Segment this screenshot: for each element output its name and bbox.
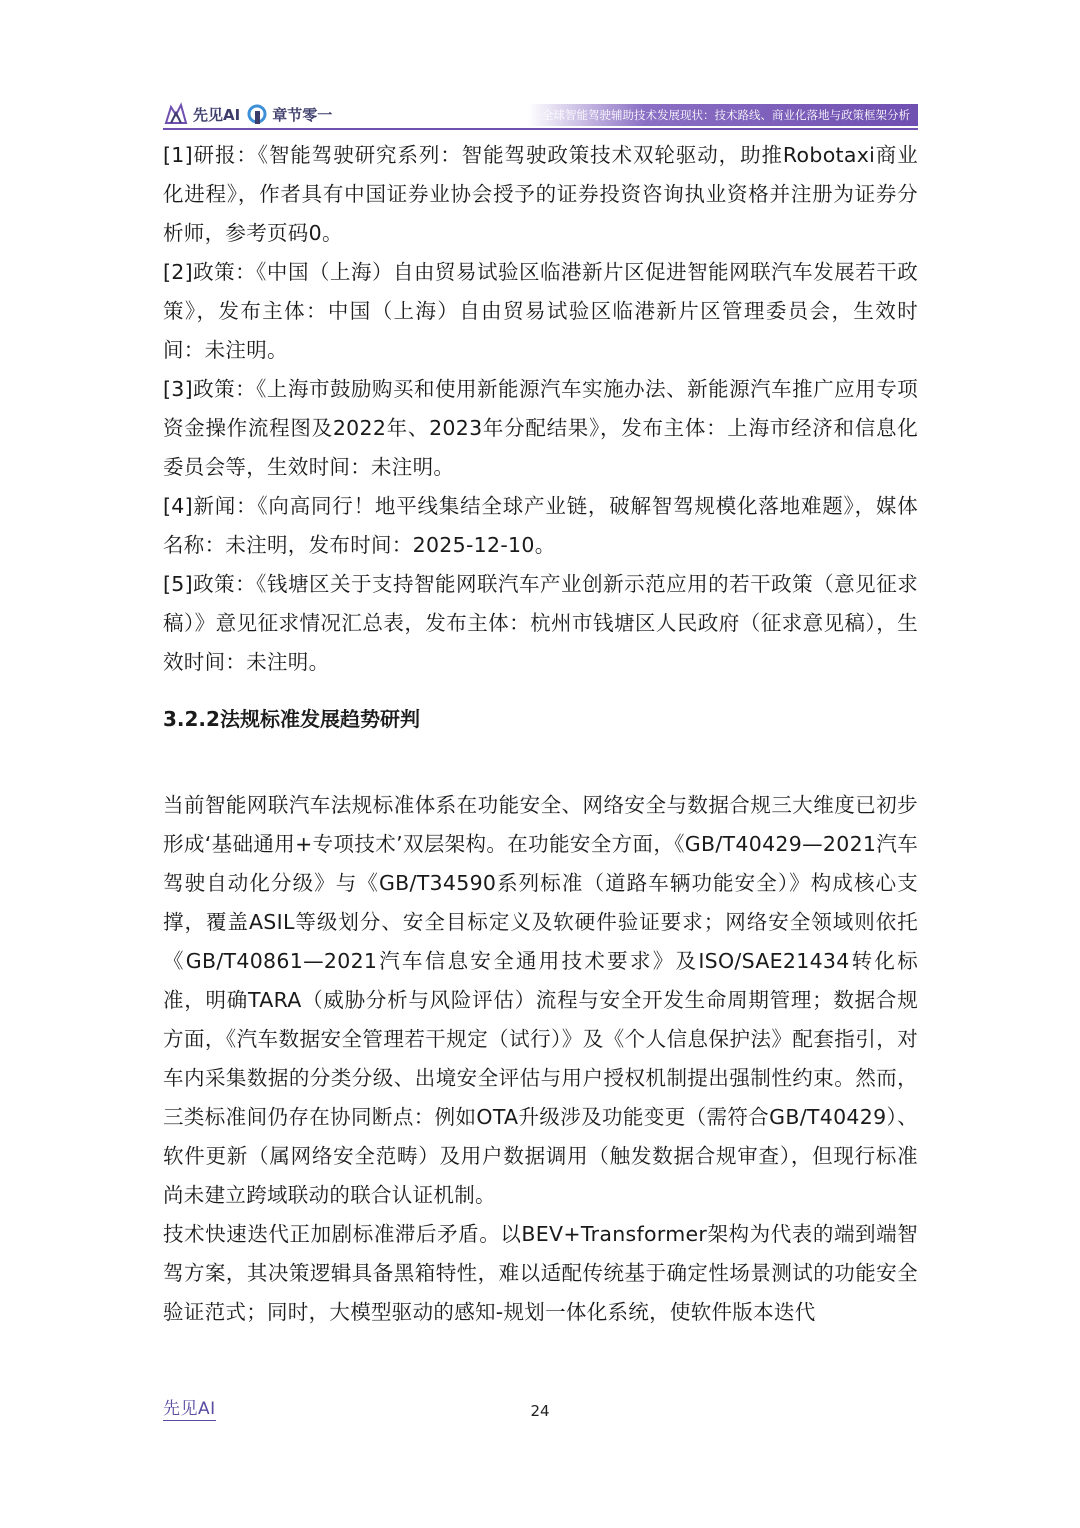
- footer-brand: 先见AI: [163, 1399, 216, 1419]
- page-header: [163, 98, 918, 130]
- brand-zhangjie: 章节零一: [272, 105, 333, 124]
- page-number: 24: [530, 1402, 550, 1420]
- reference-item: [5]政策：《钱塘区关于支持智能网联汽车产业创新示范应用的若干政策（意见征求稿）》意见征求情况汇总表，发布主体：杭州市钱塘区人民政府（征求意见稿），生效时间：未注明。: [163, 572, 918, 674]
- references-list: [163, 136, 918, 682]
- header-banner: 全球智能驾驶辅助技术发展现状：技术路线、商业化落地与政策框架分析: [528, 104, 918, 126]
- xianjian-logo-icon: [163, 101, 189, 127]
- reference-item: [3]政策：《上海市鼓励购买和使用新能源汽车实施办法、新能源汽车推广应用专项资金操作流程图及2022年、2023年分配结果》，发布主体：上海市经济和信息化委员会等，生效时间：未注明。: [163, 377, 918, 479]
- brand-xianjian: 先见AI: [193, 105, 241, 124]
- reference-item: [4]新闻：《向高同行！地平线集结全球产业链，破解智驾规模化落地难题》，媒体名称：未注明，发布时间：2025-12-10。: [163, 494, 918, 557]
- header-divider: [163, 128, 918, 130]
- section-title: 3.2.2法规标准发展趋势研判: [163, 707, 420, 731]
- reference-item: [2]政策：《中国（上海）自由贸易试验区临港新片区促进智能网联汽车发展若干政策》，发布主体：中国（上海）自由贸易试验区临港新片区管理委员会，生效时间：未注明。: [163, 260, 918, 362]
- body-paragraph: 技术快速迭代正加剧标准滞后矛盾。以BEV+Transformer架构为代表的端到端智驾方案，其决策逻辑具备黑箱特性，难以适配传统基于确定性场景测试的功能安全验证范式；同时，大模型驱动的感知-规划一体化系统，使软件版本迭代: [163, 1222, 918, 1324]
- zhangjie-logo-icon: [246, 103, 268, 125]
- reference-item: [1]研报：《智能驾驶研究系列：智能驾驶政策技术双轮驱动，助推Robotaxi商业化进程》，作者具有中国证券业协会授予的证券投资咨询执业资格并注册为证券分析师，参考页码0。: [163, 143, 918, 245]
- body-text: [163, 786, 918, 1332]
- body-paragraph: 当前智能网联汽车法规标准体系在功能安全、网络安全与数据合规三大维度已初步形成‘基础通用+专项技术’双层架构。在功能安全方面，《GB/T40429—2021汽车驾驶自动化分级》与《GB/T34590系列标准（道路车辆功能安全）》构成核心支撑，覆盖ASIL等级划分、安全目标定义及软硬件验证要求；网络安全领域则依托《GB/T40861—2021汽车信息安全通用技术要求》及ISO/SAE21434转化标准，明确TARA（威胁分析与风险评估）流程与安全开发生命周期管理；数据合规方面，《汽车数据安全管理若干规定（试行）》及《个人信息保护法》配套指引，对车内采集数据的分类分级、出境安全评估与用户授权机制提出强制性约束。然而，三类标准间仍存在协同断点：例如OTA升级涉及功能变更（需符合GB/T40429）、软件更新（属网络安全范畴）及用户数据调用（触发数据合规审查），但现行标准尚未建立跨域联动的联合认证机制。: [163, 793, 918, 1207]
- header-logos: [163, 100, 332, 128]
